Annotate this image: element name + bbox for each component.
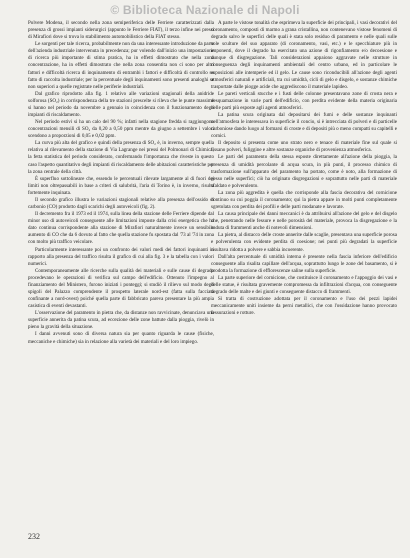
paragraph: La parte superiore del cornicione, che costituisce il coronamento e l'appoggio dei vasi e delle statue, è risultata gravemente compromessa da infiltrazioni d'acqua, con conseguente degrado delle malte e dei giunti e conseguente distacco di frammenti. [211,274,397,295]
paragraph: I danni avvenuti sono di diversa natura sia per quanto riguarda le cause (fisiche, meccaniche e chimiche) sia in relazione alla varietà dei materiali e del loro impiego. [28,331,214,345]
paragraph: Le parti del paramento della stessa esposte direttamente all'azione della pioggia, la presenza di umidità percolante di acqua scura, in più punti, il processo chimico di trasformazione sull'apparato del paramento ha portato, come è noto, alla formazione di gesso nelle superfici; ciò ha originato disgregazioni e soprattutto nelle parti di materiale sfaldato e polverulento. [211,154,397,189]
right-text-column [211,20,397,528]
paragraph: Dall'alta percentuale di umidità interna è presente nella fascia inferiore dell'edificio conseguente alla risalita capillare dell'acqua, soprattutto lungo le zone del basamento, si è prodotta la formazione di efflorescenze saline sulla superficie. [211,253,397,274]
paragraph: Dal grafico riprodotto alla fig. 1 relativo alle variazioni stagionali della anidride solforosa (SO₂) in corrispondenza della tre stazioni prescelte si rileva che le punte massime si hanno nel periodo da novembre a gennaio in coincidenza con il funzionamento degli impianti di riscaldamento. [28,90,214,119]
paragraph: La causa principale dei danni meccanici è da attribuirsi all'azione del gelo e del disgelo che, penetrando nelle fessure e nelle porosità del materiale, provoca la disgregazione e la caduta di frammenti anche di notevoli dimensioni. [211,211,397,232]
paragraph: Contemporaneamente alle ricerche sulla qualità dei materiali e sulle cause di degrado procedevano le operazioni di verifica sul campo dell'edificio. Ottenuto l'impegno al finanziamento del Ministero, furono iniziati i ponteggi; si studiò il rilievo sul modo degli spigoli del Palazzo comprendente il prospetto laterale nord-est (fatta sulla facciata confinante a nord-ovest) poiché quella parte di fabbricato pareva presentare la più ampia casistica di eventi devastanti. [28,267,214,310]
paragraph: Il deposito si presenta come uno strato nero e tenace di materiale fine sul quale si fissano polveri, fuliggine e altre sostanze organiche di provenienza atmosferica. [211,140,397,154]
paragraph: Particolarmente interessante poi un confronto dei valori medi dei fattori inquinanti in rapporto alla presenza del traffico risulta il grafico di cui alla fig. 3 e la tabella con i valori numerici. [28,246,214,267]
paragraph: La zona più aggredita è quella che corrisponde alla fascia decorativa del cornicione continuo su cui poggia il coronamento; qui la pietra appare in molti punti completamente sgretolata con perdita dei profili e delle parti modanate e lavorate. [211,189,397,211]
paragraph: Nel periodo estivi si ha un calo del 90 %; infatti nella stagione fredda si raggiungono concentrazioni mensili di SO₂ da 0,20 a 0,50 ppm mentre da giugno a settembre i valori scendono a proporzioni di 0,05 e 0,02 ppm. [28,119,214,140]
paragraph: Il decremento fra il 1973 ed il 1974, sulla linea della stazione delle Ferriere dipende dal minor uso di autoveicoli conseguente alle limitazioni imposte dalla crisi energetica che ha dato continua corrispondente alla stazione di Mirafiori naturalmente invece un sensibile aumento di CO che da 6 dovuto al fatto che quella stazione fu spostata dal '73 al '74 in zona con molto più traffico veicolare. [28,211,214,246]
left-text-column [28,20,214,528]
paragraph: Le sorgenti per tale ricerca, probabilmente non da una interessante introduzione da parte dell'azienda industriale intervenuta in precedenza; pur volendo dall'inizio una impostazione di ricerca più importante di stima pratica, ha in effetti dimostrato che nella zona concentrazione, ha in effetti dimostrato che nella zona consentita non ci sono per altri fattori e difficoltà ricerca di inquinamento di entrambi i fattori e difficoltà di controllo su fatto di raccolta industriale; per la percentuale degli inquinamenti sono presenti analoghi se non superiori a quelle registrate nelle periferie industriali. [28,41,214,90]
paragraph: La patina scura originata dal depositarsi dei fumi e delle sostanze inquinanti nell'atmosfera le interessava in superficie il concio, si è intrecciata di polveri e di particelle carboniose dando luogo al formarsi di croste e di depositi più o meno compatti su capitelli e cornici. [211,112,397,140]
paragraph: Il secondo grafico illustra le variazioni stagionali relative alla presenza dell'ossido di carbonio (CO) prodotto dagli scarichi degli autoveicoli (fig. 2). [28,196,214,211]
library-watermark: © Biblioteca Nazionale di Napoli [110,3,300,17]
paragraph: Si tratta di costruzione adottata per il coronamento e l'uso dei pezzi lapidei meccanicamente uniti insieme da perni metallici, che con l'ossidazione hanno provocato fessurazioni e rotture. [211,296,397,317]
page-number: 232 [28,532,40,541]
paragraph: La curva più alta del grafico e quindi della presenza di SO₂ è, in inverno, sempre quella relativa al rilevamento della stazione di Via Lagrange nei pressi del Polmonari di Chimica; la fetta statistica del periodo considerato, confermando l'importanza che riveste in questo caso l'aspetto quantitativo degli impianti di riscaldamento delle abitazioni caratteristiche per la zona centrale della città. [28,140,214,175]
paragraph: È superfluo sottolineare che, essendo le percentuali rilevate largamente al di fuori dei limiti non oltrepassabili in base a criteri di salubrità, l'aria di Torino è, in inverno, risulta fortemente inquinata. [28,175,214,196]
paragraph: L'osservazione del paramento in pietra che, da distanze non ravvicinate, denunciava una superficie annerita da patina scura, ad eccezione delle zone battute dalla pioggia, rivelò in pieno la gravità della situazione. [28,310,214,331]
paragraph: Le pareti verticali stucche e i fusti delle colonne presentavano zone di crosta nera e desquamazione in varie parti dell'edificio, con perdita evidente della materia originaria nelle parti più esposte agli agenti atmosferici. [211,90,397,111]
paragraph: A parte le vistose tonalità che esprimeva la superficie dei principali, i vasi decorativi del coronamento, composti di marmo a grana cristallina, non contenevano vistose fenomeni di degrado salvo le superfici delle quali è stata solo residuo di paramento e nelle quali sulle sole sculture del suo apparato (di coronamento, vasi, etc.) e le specchiature più in imponenti, dove il degrado ha esercitato una azione di rigonfiamento e/o decoesione e dunque di disgregazione. Tali considerazioni appaiono aggravate nelle strutture in conseguenza degli inquinamenti ambientali del centro urbano, ed in particolare le esposizioni alle intemperie ed il gelo. Le cause sono riconducibili all'azione degli agenti atmosferici naturali e artificiali, tra cui umidità, cicli di gelo e disgelo, e sostanze chimiche trasportate dalle piogge acide che aggrediscono il materiale lapideo. [211,20,397,90]
paragraph: Polvere Modena, il secondo nella zona semiperiferica delle Ferriere caratterizzati dalla presenza di grossi impianti siderurgici (appunto le Ferriere FIAT), il terzo infine nei pressi di Mirafiori dove si trova lo stabilimento automobilistico della FIAT stesso. [28,20,214,41]
paragraph: La pietra, al distacco delle croste annerite dalle scaglie, presentava una superficie porosa e polverulenta con evidente perdita di coesione; nei punti più degradati la superficie risultava ridotta a polvere e sabbia incoerente. [211,232,397,253]
